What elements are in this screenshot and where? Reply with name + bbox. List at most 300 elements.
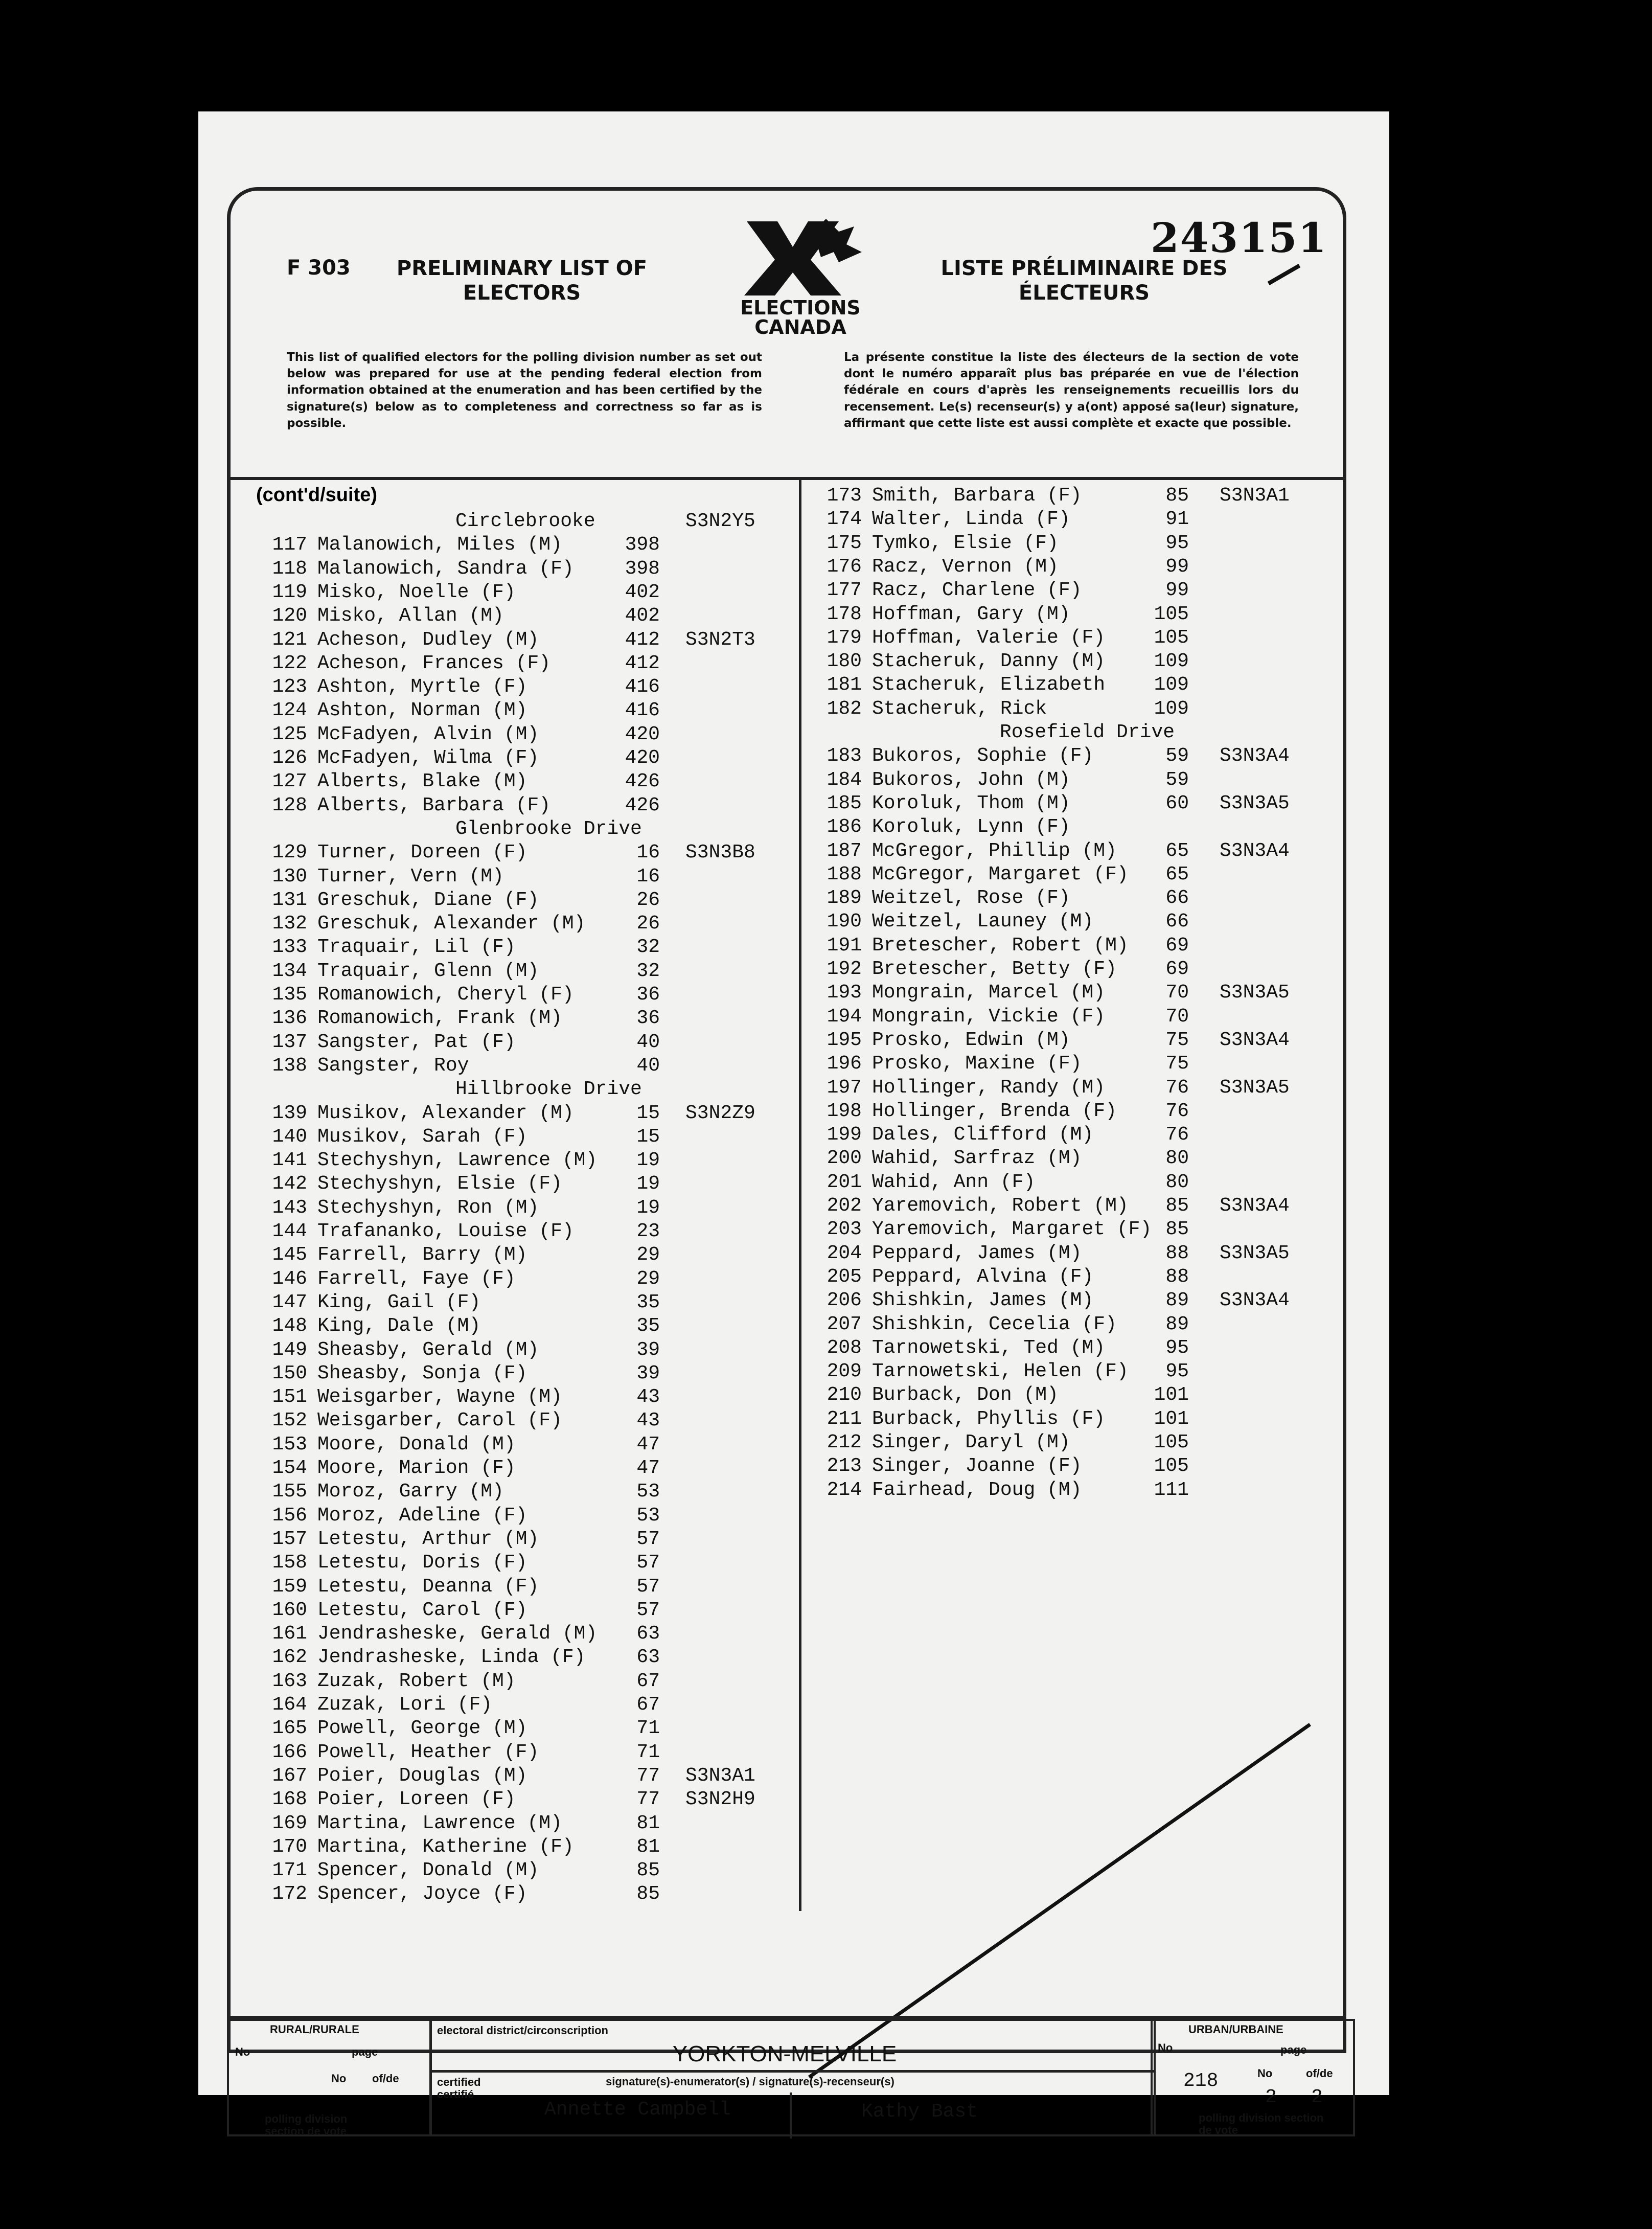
postal-code: S3N3A1	[1220, 485, 1290, 507]
elector-number: 179	[827, 626, 862, 649]
street-number: 66	[1165, 911, 1189, 933]
elector-row	[816, 839, 1342, 863]
elector-row	[261, 1457, 793, 1480]
elector-row	[816, 910, 1342, 934]
elector-row	[816, 508, 1342, 531]
elector-number: 144	[272, 1220, 307, 1242]
elector-row	[816, 792, 1342, 815]
street-number: 35	[636, 1291, 660, 1313]
street-number: 105	[1154, 1455, 1189, 1477]
street-number: 402	[625, 605, 660, 627]
elector-name: Bretescher, Robert (M)	[872, 934, 1129, 957]
elector-name: Turner, Vern (M)	[317, 865, 504, 888]
form-frame	[227, 187, 1346, 2138]
street-number: 85	[636, 1859, 660, 1882]
street-heading-row	[261, 817, 793, 841]
postal-code: S3N2H9	[685, 1788, 755, 1811]
street-number: 76	[1165, 1100, 1189, 1122]
elector-row	[261, 1125, 793, 1149]
elector-number: 187	[827, 839, 862, 862]
elector-number: 129	[272, 841, 307, 864]
elector-number: 194	[827, 1005, 862, 1028]
elector-row	[816, 1313, 1342, 1336]
column-divider	[799, 480, 801, 1911]
elector-number: 162	[272, 1646, 307, 1669]
elector-row	[816, 484, 1342, 508]
elector-name: McFadyen, Alvin (M)	[317, 723, 539, 745]
urban-no-label: No	[1158, 2041, 1173, 2054]
street-number: 29	[636, 1244, 660, 1266]
elector-number: 191	[827, 934, 862, 957]
street-number: 101	[1154, 1384, 1189, 1406]
elector-number: 119	[272, 581, 307, 603]
elector-name: Racz, Charlene (F)	[872, 579, 1082, 602]
title-en: PRELIMINARY LIST OF ELECTORS	[396, 257, 648, 305]
street-number: 67	[636, 1670, 660, 1692]
street-number: 95	[1165, 1336, 1189, 1359]
elector-row	[816, 1218, 1342, 1241]
street-number: 36	[636, 984, 660, 1006]
elector-row	[261, 1243, 793, 1267]
elector-number: 200	[827, 1147, 862, 1170]
elector-number: 195	[827, 1029, 862, 1051]
postal-code: S3N2Y5	[685, 510, 755, 532]
elector-row	[261, 1764, 793, 1788]
elector-number: 145	[272, 1244, 307, 1266]
street-number: 85	[636, 1883, 660, 1905]
street-number: 412	[625, 652, 660, 674]
street-number: 39	[636, 1338, 660, 1361]
elector-row	[261, 1504, 793, 1528]
signature-label: signature(s)-enumerator(s) / signature(s)-recenseur(s)	[606, 2075, 894, 2088]
elector-row	[261, 1599, 793, 1622]
elector-row	[261, 604, 793, 628]
elector-number: 198	[827, 1100, 862, 1122]
street-number: 95	[1165, 1360, 1189, 1383]
rural-label: RURAL/RURALE	[270, 2023, 359, 2036]
street-number: 63	[636, 1646, 660, 1669]
postal-code: S3N3A4	[1220, 745, 1290, 767]
elector-name: Yaremovich, Robert (M)	[872, 1195, 1129, 1217]
elector-row	[816, 1336, 1342, 1360]
elector-name: Spencer, Joyce (F)	[317, 1883, 527, 1905]
elector-name: Acheson, Dudley (M)	[317, 628, 539, 651]
electors-list-sheet	[198, 111, 1389, 2138]
elector-name: Jendrasheske, Gerald (M)	[317, 1623, 598, 1645]
elector-name: Stacheruk, Danny (M)	[872, 650, 1106, 673]
elector-number: 153	[272, 1433, 307, 1455]
elector-row	[261, 1575, 793, 1599]
elector-name: Singer, Joanne (F)	[872, 1455, 1082, 1477]
elector-row	[816, 1407, 1342, 1431]
elector-number: 166	[272, 1741, 307, 1763]
elector-row	[261, 1717, 793, 1740]
elector-name: Farrell, Barry (M)	[317, 1244, 527, 1266]
elector-number: 137	[272, 1031, 307, 1053]
urban-page-number: 2	[1265, 2086, 1277, 2108]
elector-number: 206	[827, 1289, 862, 1312]
postal-code: S3N2Z9	[685, 1102, 755, 1124]
elector-number: 154	[272, 1457, 307, 1479]
elector-name: McGregor, Margaret (F)	[872, 863, 1129, 885]
elector-name: Spencer, Donald (M)	[317, 1859, 539, 1882]
elector-number: 121	[272, 628, 307, 651]
postal-code: S3N3A4	[1220, 1289, 1290, 1312]
elector-row	[816, 1076, 1342, 1100]
street-number: 19	[636, 1149, 660, 1172]
elector-number: 130	[272, 865, 307, 888]
rural-no-label: No	[235, 2045, 250, 2058]
street-number: 26	[636, 913, 660, 935]
postal-code: S3N3A5	[1220, 1242, 1290, 1264]
elector-row	[816, 555, 1342, 579]
elector-row	[816, 532, 1342, 555]
continued-label: (cont'd/suite)	[256, 484, 378, 506]
street-number: 67	[636, 1694, 660, 1716]
elector-number: 148	[272, 1315, 307, 1337]
street-number: 111	[1154, 1479, 1189, 1501]
elector-name: Burback, Don (M)	[872, 1384, 1059, 1406]
urban-polling-number: 218	[1183, 2070, 1219, 2092]
elector-row	[816, 886, 1342, 910]
elector-name: Powell, Heather (F)	[317, 1741, 539, 1763]
elector-name: Sheasby, Gerald (M)	[317, 1338, 539, 1361]
elector-number: 160	[272, 1599, 307, 1621]
elector-name: Zuzak, Robert (M)	[317, 1670, 516, 1692]
elector-row	[816, 626, 1342, 650]
elector-number: 189	[827, 887, 862, 909]
elector-name: Shishkin, Cecelia (F)	[872, 1313, 1117, 1335]
elector-row	[261, 628, 793, 652]
elector-name: Smith, Barbara (F)	[872, 485, 1082, 507]
elector-number: 178	[827, 603, 862, 625]
elector-row	[261, 1362, 793, 1385]
elector-row	[261, 1385, 793, 1409]
elector-row	[261, 746, 793, 770]
urban-page-label: page	[1280, 2043, 1307, 2056]
street-number: 15	[636, 1125, 660, 1148]
elections-canada-logo	[737, 216, 864, 339]
elector-number: 135	[272, 984, 307, 1006]
signature-divider	[790, 2092, 792, 2139]
elector-number: 193	[827, 982, 862, 1004]
elector-row	[261, 1291, 793, 1314]
street-number: 75	[1165, 1029, 1189, 1051]
elector-row	[261, 912, 793, 936]
signature-1: Annette Campbell	[544, 2099, 731, 2121]
elector-row	[261, 1031, 793, 1054]
elector-row	[816, 1171, 1342, 1194]
elector-number: 150	[272, 1362, 307, 1384]
street-number: 420	[625, 723, 660, 745]
elector-name: Stechyshyn, Elsie (F)	[317, 1173, 562, 1195]
elector-number: 159	[272, 1575, 307, 1598]
elector-row	[261, 652, 793, 675]
elector-number: 164	[272, 1694, 307, 1716]
elector-row	[261, 889, 793, 912]
elector-number: 161	[272, 1623, 307, 1645]
elector-row	[816, 1454, 1342, 1478]
elector-name: Hollinger, Brenda (F)	[872, 1100, 1117, 1122]
street-name: Glenbrooke Drive	[455, 817, 642, 840]
street-number: 66	[1165, 887, 1189, 909]
elector-name: Jendrasheske, Linda (F)	[317, 1646, 586, 1669]
rural-poll-label: polling division section de vote	[265, 2112, 348, 2138]
elector-name: Romanowich, Frank (M)	[317, 1007, 562, 1030]
elector-row	[261, 1007, 793, 1030]
elector-name: Bukoros, Sophie (F)	[872, 745, 1094, 767]
street-number: 109	[1154, 650, 1189, 673]
elector-row	[261, 1054, 793, 1078]
street-number: 89	[1165, 1289, 1189, 1312]
urban-page-no-label: No	[1257, 2067, 1273, 2080]
elector-row	[816, 1147, 1342, 1170]
elector-number: 214	[827, 1479, 862, 1501]
elector-name: Musikov, Sarah (F)	[317, 1125, 527, 1148]
footer-block	[231, 2016, 1343, 2136]
elector-name: Alberts, Barbara (F)	[317, 794, 551, 816]
elector-number: 163	[272, 1670, 307, 1692]
elector-row	[816, 1383, 1342, 1407]
elector-number: 165	[272, 1717, 307, 1740]
elector-row	[816, 1479, 1342, 1502]
street-number: 89	[1165, 1313, 1189, 1335]
street-number: 65	[1165, 839, 1189, 862]
street-number: 32	[636, 960, 660, 982]
elector-row	[261, 841, 793, 865]
street-number: 16	[636, 865, 660, 888]
postal-code: S3N3A1	[685, 1764, 755, 1787]
urban-of-label: of/de	[1306, 2067, 1333, 2080]
certification-box	[430, 2070, 1156, 2136]
elector-row	[261, 1480, 793, 1504]
elector-number: 212	[827, 1431, 862, 1453]
elector-row	[261, 1267, 793, 1291]
elector-name: Tymko, Elsie (F)	[872, 532, 1059, 554]
elector-name: Acheson, Frances (F)	[317, 652, 551, 674]
elector-number: 209	[827, 1360, 862, 1383]
elector-row	[816, 1431, 1342, 1454]
elector-row	[816, 697, 1342, 721]
elector-name: Malanowich, Miles (M)	[317, 534, 562, 556]
elector-name: Moore, Marion (F)	[317, 1457, 516, 1479]
district-label: electoral district/circonscription	[437, 2024, 608, 2037]
elector-row	[261, 936, 793, 959]
rural-page-label: page	[352, 2045, 378, 2058]
street-number: 71	[636, 1717, 660, 1740]
elector-row	[816, 934, 1342, 958]
elector-name: Musikov, Alexander (M)	[317, 1102, 574, 1124]
street-heading-row	[261, 510, 793, 533]
elector-number: 117	[272, 534, 307, 556]
elector-number: 172	[272, 1883, 307, 1905]
street-number: 95	[1165, 532, 1189, 554]
street-number: 85	[1165, 1195, 1189, 1217]
elector-number: 141	[272, 1149, 307, 1172]
elector-name: Traquair, Glenn (M)	[317, 960, 539, 982]
elector-row	[261, 557, 793, 581]
postal-code: S3N3A5	[1220, 982, 1290, 1004]
elector-name: Poier, Loreen (F)	[317, 1788, 516, 1811]
signature-2: Kathy Bast	[861, 2101, 978, 2123]
street-number: 19	[636, 1173, 660, 1195]
elector-name: Romanowich, Cheryl (F)	[317, 984, 574, 1006]
elector-number: 151	[272, 1386, 307, 1408]
elector-number: 127	[272, 770, 307, 793]
street-number: 416	[625, 676, 660, 698]
elector-row	[261, 1693, 793, 1717]
elector-name: Sangster, Pat (F)	[317, 1031, 516, 1053]
elector-row	[261, 865, 793, 889]
elector-row	[261, 983, 793, 1007]
elector-number: 210	[827, 1384, 862, 1406]
elector-number: 173	[827, 485, 862, 507]
street-number: 57	[636, 1599, 660, 1621]
street-number: 101	[1154, 1407, 1189, 1430]
elector-number: 175	[827, 532, 862, 554]
elector-number: 188	[827, 863, 862, 885]
elector-number: 199	[827, 1124, 862, 1146]
street-number: 76	[1165, 1076, 1189, 1099]
street-number: 43	[636, 1386, 660, 1408]
street-heading-row	[816, 721, 1342, 744]
street-number: 88	[1165, 1265, 1189, 1288]
elector-row	[261, 581, 793, 604]
elector-name: Yaremovich, Margaret (F)	[872, 1218, 1152, 1241]
elector-name: King, Gail (F)	[317, 1291, 481, 1313]
elector-name: Wahid, Ann (F)	[872, 1171, 1036, 1193]
elector-name: Koroluk, Lynn (F)	[872, 816, 1070, 838]
street-name: Circlebrooke	[455, 510, 595, 532]
elector-name: Racz, Vernon (M)	[872, 555, 1059, 578]
elector-number: 133	[272, 936, 307, 959]
street-number: 105	[1154, 603, 1189, 625]
street-number: 85	[1165, 1218, 1189, 1241]
elector-name: Alberts, Blake (M)	[317, 770, 527, 793]
street-number: 76	[1165, 1124, 1189, 1146]
elector-row	[261, 1670, 793, 1693]
elector-name: Misko, Allan (M)	[317, 605, 504, 627]
elector-row	[261, 770, 793, 793]
elector-number: 152	[272, 1409, 307, 1432]
street-number: 426	[625, 794, 660, 816]
street-number: 57	[636, 1552, 660, 1574]
elector-row	[261, 1172, 793, 1196]
elector-name: Stacheruk, Elizabeth	[872, 674, 1106, 696]
street-number: 69	[1165, 958, 1189, 980]
elector-name: Martina, Lawrence (M)	[317, 1812, 562, 1834]
street-number: 99	[1165, 555, 1189, 578]
elector-name: Zuzak, Lori (F)	[317, 1694, 493, 1716]
street-number: 426	[625, 770, 660, 793]
elector-number: 197	[827, 1076, 862, 1099]
elector-row	[261, 960, 793, 983]
elector-name: Trafananko, Louise (F)	[317, 1220, 574, 1242]
street-number: 77	[636, 1764, 660, 1787]
elector-number: 139	[272, 1102, 307, 1124]
street-number: 40	[636, 1031, 660, 1053]
elector-row	[261, 533, 793, 557]
elector-number: 156	[272, 1504, 307, 1527]
elector-name: Hoffman, Valerie (F)	[872, 626, 1106, 649]
elector-number: 136	[272, 1007, 307, 1030]
street-number: 36	[636, 1007, 660, 1030]
elector-row	[261, 723, 793, 746]
elector-row	[816, 863, 1342, 886]
elector-row	[261, 1622, 793, 1646]
elector-name: Shishkin, James (M)	[872, 1289, 1094, 1312]
elector-number: 171	[272, 1859, 307, 1882]
elector-number: 168	[272, 1788, 307, 1811]
elector-number: 208	[827, 1336, 862, 1359]
elector-name: Letestu, Deanna (F)	[317, 1575, 539, 1598]
elector-name: Mongrain, Vickie (F)	[872, 1005, 1106, 1028]
elector-row	[261, 1433, 793, 1457]
elector-name: Martina, Katherine (F)	[317, 1835, 574, 1858]
street-number: 35	[636, 1315, 660, 1337]
elector-number: 186	[827, 816, 862, 838]
elector-number: 123	[272, 676, 307, 698]
elector-number: 205	[827, 1265, 862, 1288]
street-number: 412	[625, 628, 660, 651]
elector-name: Poier, Douglas (M)	[317, 1764, 527, 1787]
elector-name: Moore, Donald (M)	[317, 1433, 516, 1455]
elector-number: 157	[272, 1528, 307, 1550]
postal-code: S3N3A5	[1220, 792, 1290, 814]
street-number: 85	[1165, 485, 1189, 507]
street-number: 416	[625, 699, 660, 722]
street-number: 105	[1154, 1431, 1189, 1453]
street-heading-row	[261, 1078, 793, 1101]
street-number: 420	[625, 747, 660, 769]
elector-row	[261, 1788, 793, 1811]
elector-name: Tarnowetski, Ted (M)	[872, 1336, 1106, 1359]
elector-number: 211	[827, 1407, 862, 1430]
elector-name: Stechyshyn, Lawrence (M)	[317, 1149, 598, 1172]
elector-row	[261, 699, 793, 722]
street-number: 80	[1165, 1147, 1189, 1170]
street-number: 81	[636, 1835, 660, 1858]
street-number: 398	[625, 557, 660, 580]
elector-number: 142	[272, 1173, 307, 1195]
street-number: 19	[636, 1196, 660, 1219]
elector-row	[816, 1289, 1342, 1312]
maple-leaf-icon	[737, 216, 864, 298]
check-mark	[1268, 264, 1301, 285]
elector-number: 140	[272, 1125, 307, 1148]
street-number: 99	[1165, 579, 1189, 602]
elector-name: Stacheruk, Rick	[872, 697, 1047, 720]
elector-row	[261, 1220, 793, 1243]
elector-row	[261, 1859, 793, 1882]
elector-row	[816, 1360, 1342, 1383]
elector-row	[261, 675, 793, 699]
elector-row	[816, 958, 1342, 981]
elector-name: Weitzel, Rose (F)	[872, 887, 1070, 909]
elector-name: Burback, Phyllis (F)	[872, 1407, 1106, 1430]
elector-number: 202	[827, 1195, 862, 1217]
street-number: 40	[636, 1054, 660, 1077]
elector-name: Fairhead, Doug (M)	[872, 1479, 1082, 1501]
elector-name: Weisgarber, Wayne (M)	[317, 1386, 562, 1408]
street-number: 398	[625, 534, 660, 556]
elector-number: 184	[827, 768, 862, 791]
street-number: 32	[636, 936, 660, 959]
elector-name: King, Dale (M)	[317, 1315, 481, 1337]
street-number: 105	[1154, 626, 1189, 649]
elector-name: McFadyen, Wilma (F)	[317, 747, 539, 769]
elector-number: 177	[827, 579, 862, 602]
